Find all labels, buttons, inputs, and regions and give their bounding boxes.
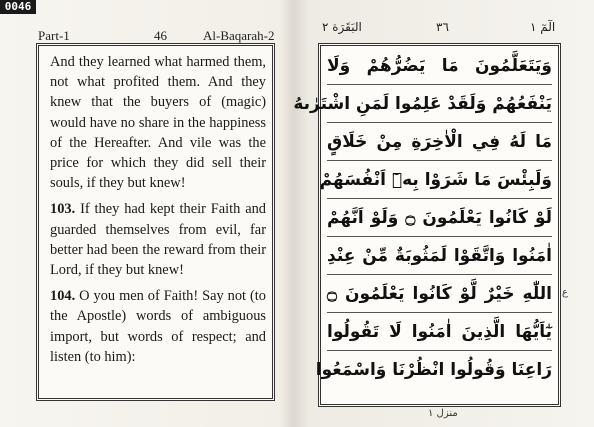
manzil-footer: منزل ١ xyxy=(428,408,458,419)
arabic-line-3: مَا لَهُ فِي الْاٰخِرَةِ مِنْ خَلَاقٍ xyxy=(327,132,552,152)
part-label: Part-1 xyxy=(38,28,70,43)
arabic-line-5: لَوْ كَانُوا يَعْلَمُونَ ۝ وَلَوْ اَنَّهُمْ xyxy=(327,208,552,228)
arabic-page-number: ٣٦ xyxy=(436,20,449,34)
paragraph-1-text: And they learned what harmed them, not what profited them. And they knew that the buyers of (magic) would have no share in the happiness of the Hereafter. And vile was the price for which they did sell their souls, if they but knew! xyxy=(50,54,266,192)
arabic-panel xyxy=(293,43,561,407)
arabic-line-7: اللّٰهِ خَيْرٌ لَّوْ كَانُوا يَعْلَمُونَ ۝ xyxy=(327,284,552,304)
ruku-margin-mark: ع xyxy=(562,287,568,298)
line-rule xyxy=(327,198,552,199)
arabic-line-1: وَيَتَعَلَّمُونَ مَا يَضُرُّهُمْ وَلَا xyxy=(327,56,552,76)
page-tag: 0046 xyxy=(0,0,36,14)
paragraph-104 xyxy=(50,286,266,367)
line-rule xyxy=(327,84,552,85)
arabic-line-4: وَلَبِئْسَ مَا شَرَوْا بِهٖٓ اَنْفُسَهُمْ xyxy=(319,170,552,190)
paragraph-103-text: If they had kept their Faith and guarded themselves from evil, far better had been the reward from their Lord, if they but knew! xyxy=(50,201,266,279)
translation-panel xyxy=(36,43,275,401)
arabic-surah-label: البَقَرَة ٢ xyxy=(322,20,362,34)
arabic-line-6: اٰمَنُوا وَاتَّقَوْا لَمَثُوبَةٌ مِّنْ عِنْدِ xyxy=(327,246,552,266)
line-rule xyxy=(327,160,552,161)
arabic-line-8: يٰٓاَيُّهَا الَّذِينَ اٰمَنُوا لَا تَقُولُوا xyxy=(327,322,552,342)
paragraph-1 xyxy=(50,52,266,193)
verse-number-103: 103. xyxy=(50,201,76,218)
paragraph-103 xyxy=(50,199,266,280)
paragraph-104-text: O you men of Faith! Say not (to the Apostle) words of ambiguous import, but words of respect; and listen (to him): xyxy=(50,288,266,365)
line-rule xyxy=(327,236,552,237)
arabic-line-9: رَاعِنَا وَقُولُوا انْظُرْنَا وَاسْمَعُوا xyxy=(315,360,552,380)
arabic-juz-label: الٓمٓ ١ xyxy=(530,20,556,34)
arabic-line-2: يَنْفَعُهُمْ وَلَقَدْ عَلِمُوا لَمَنِ اشْتَرٰىهُ xyxy=(293,94,552,114)
verse-number-104: 104. xyxy=(50,288,76,305)
translation-text xyxy=(50,52,266,373)
line-rule xyxy=(327,122,552,123)
line-rule xyxy=(327,350,552,351)
line-rule xyxy=(327,274,552,275)
page-number: 46 xyxy=(154,28,167,43)
line-rule xyxy=(327,312,552,313)
surah-label: Al-Baqarah-2 xyxy=(203,28,275,43)
